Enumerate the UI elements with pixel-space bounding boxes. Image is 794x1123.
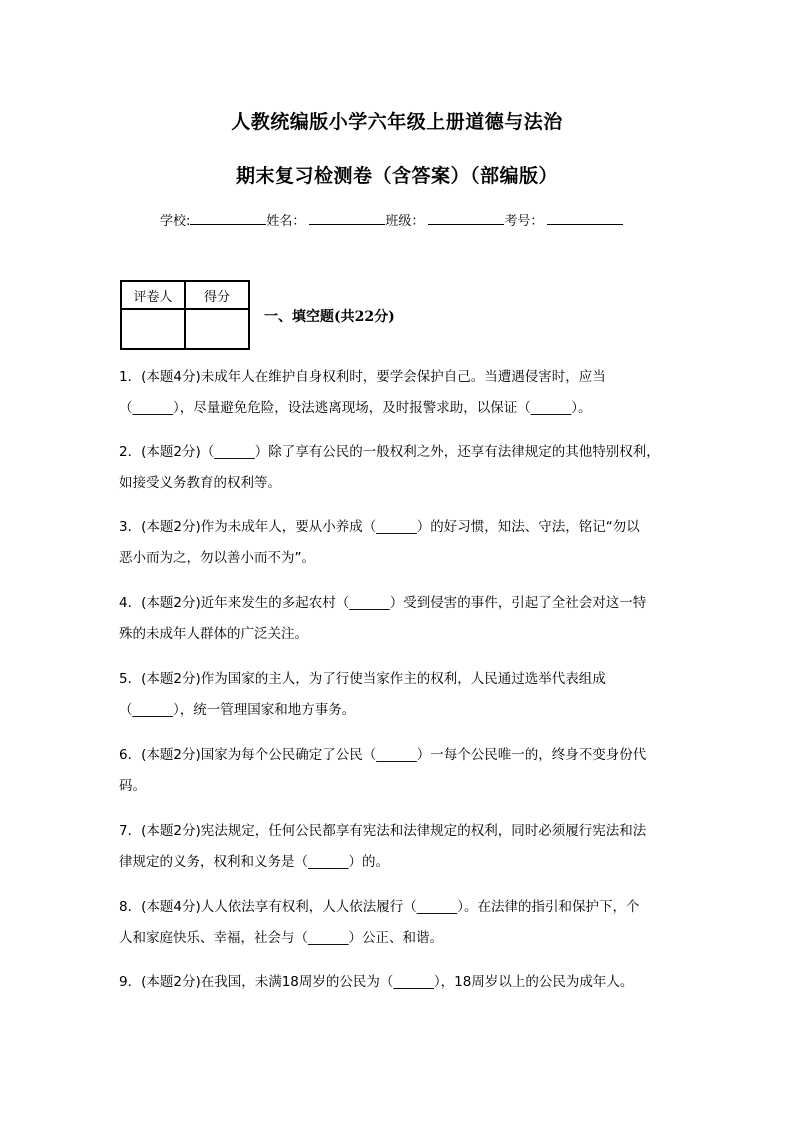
score-cell[interactable]: [185, 309, 249, 349]
question-line: （______），尽量避免危险，设法逃离现场，及时报警求助，以保证（______）。: [119, 400, 592, 416]
question-line: 7．(本题2分)宪法规定，任何公民都享有宪法和法律规定的权利，同时必须履行宪法和法: [119, 823, 647, 839]
exam-no-label: 考号：: [504, 214, 544, 229]
question-6: [119, 740, 679, 802]
question-line: 恶小而为之，勿以善小而不为”。: [119, 550, 315, 566]
name-label: 姓名：: [266, 214, 306, 229]
question-line: （______），统一管理国家和地方事务。: [119, 702, 356, 718]
document-title-line1: 人教统编版小学六年级上册道德与法治: [231, 111, 563, 133]
question-4: [119, 588, 679, 650]
school-label: 学校:: [160, 214, 191, 229]
class-label: 班级：: [385, 214, 425, 229]
question-line: 如接受义务教育的权利等。: [119, 475, 281, 491]
question-5: [119, 664, 679, 726]
grader-header: 评卷人: [121, 281, 185, 309]
question-line: 码。: [119, 778, 146, 794]
score-table: [120, 280, 250, 350]
class-blank[interactable]: [428, 211, 504, 225]
exam-no-blank[interactable]: [547, 211, 623, 225]
question-line: 5．(本题2分)作为国家的主人，为了行使当家作主的权利，人民通过选举代表组成: [119, 671, 606, 687]
grader-cell[interactable]: [121, 309, 185, 349]
school-blank[interactable]: [190, 211, 266, 225]
question-line: 人和家庭快乐、幸福，社会与（______）公正、和谐。: [119, 930, 443, 946]
name-blank[interactable]: [309, 211, 385, 225]
student-info-line: [160, 210, 623, 229]
question-7: [119, 816, 679, 878]
question-3: [119, 512, 679, 574]
score-header: 得分: [185, 281, 249, 309]
question-1: [119, 362, 679, 424]
question-9: [119, 967, 679, 998]
question-line: 4．(本题2分)近年来发生的多起农村（______）受到侵害的事件，引起了全社会对这一特: [119, 595, 647, 611]
question-line: 9．(本题2分)在我国，未满18周岁的公民为（______），18周岁以上的公民为成年人。: [119, 974, 634, 990]
section-title: 一、填空题(共22分): [264, 309, 395, 325]
question-line: 律规定的义务，权利和义务是（______）的。: [119, 854, 389, 870]
question-line: 2．(本题2分)（______）除了享有公民的一般权利之外，还享有法律规定的其他特别权利，: [119, 444, 660, 460]
question-8: [119, 892, 679, 954]
question-line: 1．(本题4分)未成年人在维护自身权利时，要学会保护自己。当遭遇侵害时，应当: [119, 369, 606, 385]
question-2: [119, 437, 679, 499]
question-line: 6．(本题2分)国家为每个公民确定了公民（______）一每个公民唯一的，终身不变身份代: [119, 747, 647, 763]
question-line: 殊的未成年人群体的广泛关注。: [119, 626, 308, 642]
question-line: 3．(本题2分)作为未成年人，要从小养成（______）的好习惯，知法、守法，铭记“勿以: [119, 519, 640, 535]
question-line: 8．(本题4分)人人依法享有权利，人人依法履行（______）。在法律的指引和保护下，个: [119, 899, 640, 915]
document-title-line2: 期末复习检测卷（含答案）（部编版）: [235, 165, 558, 187]
